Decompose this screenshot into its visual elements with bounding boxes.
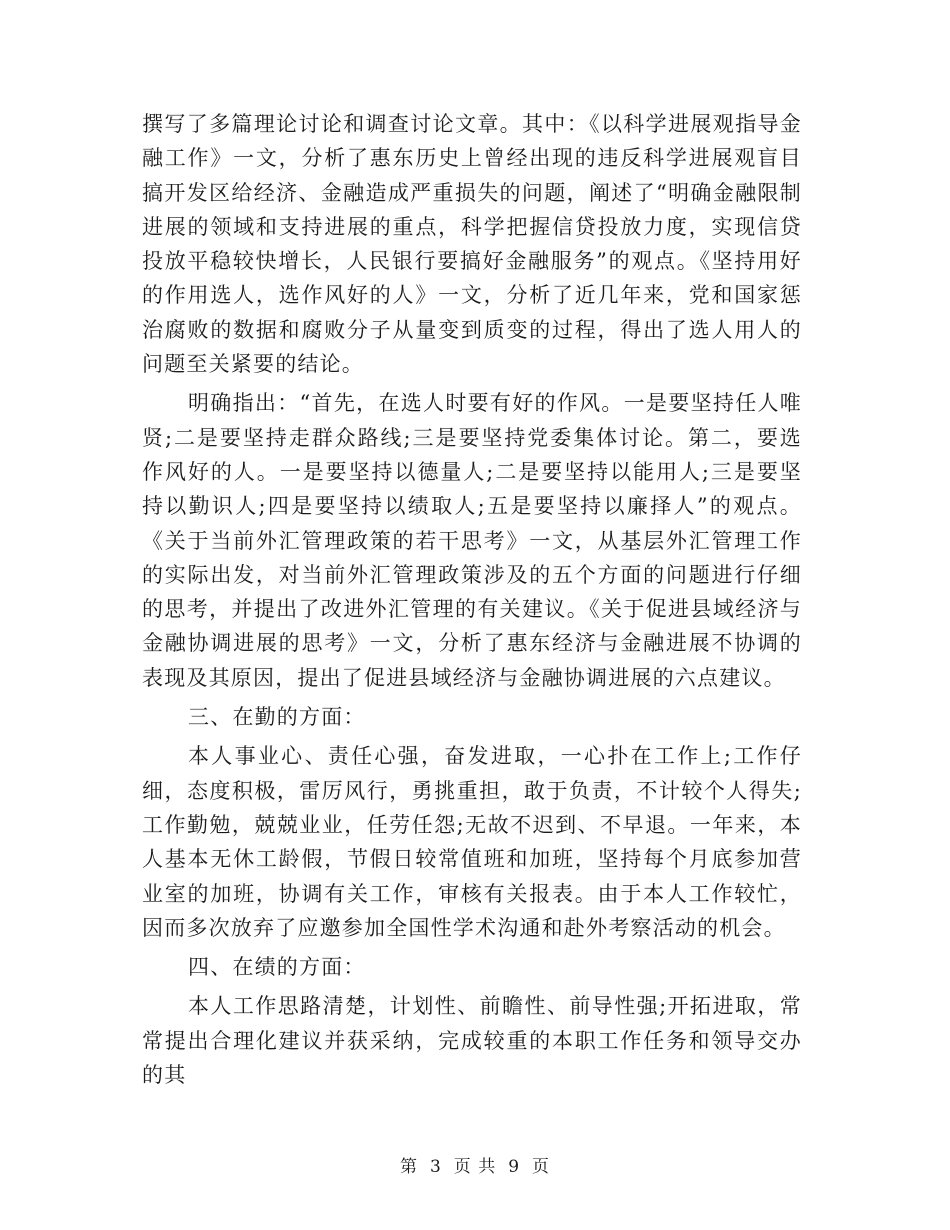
- paragraph-4: 本人工作思路清楚，计划性、前瞻性、前导性强;开拓进取，常常提出合理化建议并获采纳，完成较重的本职工作任务和领导交办的其: [142, 994, 802, 1088]
- section-heading-diligence: 三、在勤的方面：: [188, 705, 366, 730]
- footer-middle: 页 共: [453, 1157, 497, 1177]
- paragraph-1: 撰写了多篇理论讨论和调查讨论文章。其中：《以科学进展观指导金融工作》一文，分析了惠东历史上曾经出现的违反科学进展观盲目搞开发区给经济、金融造成严重损失的问题，阐述了“明确金融限制进展的领域和支持进展的重点，科学把握信贷投放力度，实现信贷投放平稳较快增长，人民银行要搞好金融服务”的观点。《坚持用好的作用选人，选作风好的人》一文，分析了近几年来，党和国家惩治腐败的数据和腐败分子从量变到质变的过程，得出了选人用人的问题至关紧要的结论。: [142, 112, 802, 377]
- body-text: [142, 107, 802, 1097]
- paragraph-2: 明确指出：“首先，在选人时要有好的作风。一是要坚持任人唯贤;二是要坚持走群众路线;三是要坚持党委集体讨论。第二，要选作风好的人。一是要坚持以德量人;二是要坚持以能用人;三是要坚持以勤识人;四是要坚持以绩取人;五是要坚持以廉择人”的观点。《关于当前外汇管理政策的若干思考》一文，从基层外汇管理工作的实际出发，对当前外汇管理政策涉及的五个方面的问题进行仔细的思考，并提出了改进外汇管理的有关建议。《关于促进县域经济与金融协调进展的思考》一文，分析了惠东经济与金融进展不协调的表现及其原因，提出了促进县域经济与金融协调进展的六点建议。: [142, 391, 802, 690]
- footer-total-pages: 9: [508, 1157, 521, 1177]
- footer-prefix: 第: [399, 1157, 418, 1177]
- section-heading-performance: 四、在绩的方面：: [188, 955, 366, 980]
- footer-suffix: 页: [532, 1157, 551, 1177]
- paragraph-3: 本人事业心、责任心强，奋发进取，一心扑在工作上;工作仔细，态度积极，雷厉风行，勇挑重担，敢于负责，不计较个人得失;工作勤勉，兢兢业业，任劳任怨;无故不迟到、不早退。一年来，本人基本无休工龄假，节假日较常值班和加班，坚持每个月底参加营业室的加班，协调有关工作，审核有关报表。由于本人工作较忙，因而多次放弃了应邀参加全国性学术沟通和赴外考察活动的机会。: [142, 744, 802, 940]
- footer-current-page: 3: [429, 1157, 442, 1177]
- page-footer: [0, 1152, 950, 1177]
